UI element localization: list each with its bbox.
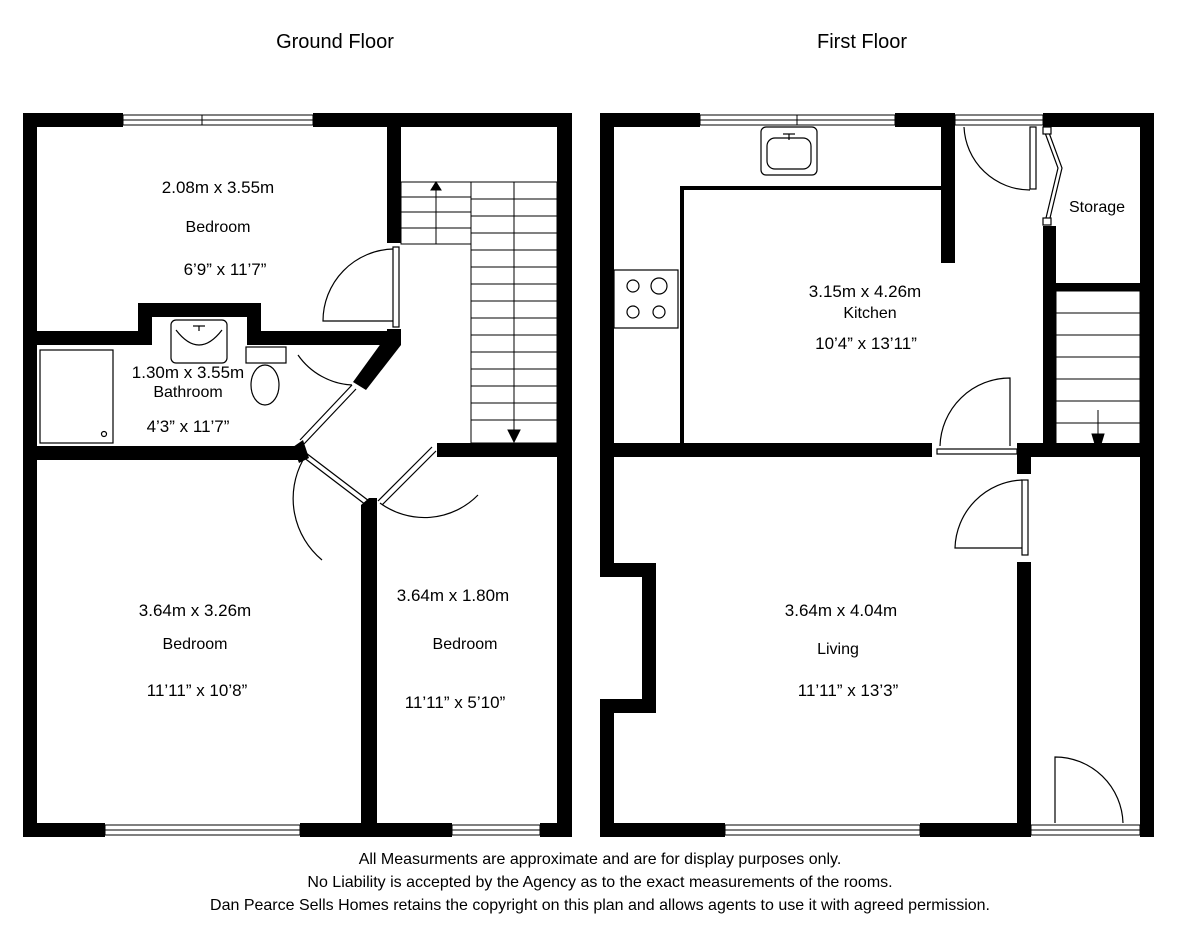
ground-floor-title: Ground Floor (276, 31, 394, 53)
hob-icon (614, 270, 678, 328)
ground-floor-stairs (401, 182, 557, 443)
room-imperial-bathroom: 4’3” x 11’7” (146, 417, 230, 436)
first-floor-stairs (1056, 291, 1140, 456)
room-name-bathroom: Bathroom (153, 384, 223, 401)
ground-floor-windows (105, 115, 540, 835)
disclaimer (0, 848, 1200, 917)
room-dims-bathroom: 1.30m x 3.55m (131, 363, 245, 382)
room-name-living: Living (817, 641, 859, 658)
room-dims-kitchen: 3.15m x 4.26m (808, 282, 922, 301)
first-floor-walls (600, 113, 1154, 837)
ground-floor-doors (293, 247, 478, 560)
first-floor-windows (700, 115, 1140, 835)
bath-icon (40, 350, 113, 443)
room-dims-bedroom-top: 2.08m x 3.55m (161, 178, 275, 197)
room-imperial-living: 11’11” x 13’3” (797, 681, 899, 700)
disclaimer-line-2: No Liability is accepted by the Agency as to the exact measurements of the rooms. (307, 874, 893, 891)
room-dims-bedroom-right: 3.64m x 1.80m (396, 586, 510, 605)
room-name-bedroom-top: Bedroom (185, 219, 251, 236)
disclaimer-line-1: All Measurments are approximate and are for display purposes only. (358, 851, 842, 868)
room-name-bedroom-left: Bedroom (162, 636, 228, 653)
room-name-kitchen: Kitchen (843, 305, 897, 322)
room-name-storage: Storage (1068, 199, 1126, 216)
room-imperial-bedroom-top: 6’9” x 11’7” (183, 260, 267, 279)
room-imperial-bedroom-left: 11’11” x 10’8” (146, 681, 248, 700)
room-name-bedroom-right: Bedroom (432, 636, 498, 653)
room-dims-bedroom-left: 3.64m x 3.26m (138, 601, 252, 620)
first-floor-title: First Floor (817, 31, 907, 53)
toilet-icon (246, 347, 286, 363)
first-floor-fixtures (614, 127, 817, 328)
disclaimer-line-3: Dan Pearce Sells Homes retains the copyright on this plan and allows agents to use it with agreed permission. (210, 897, 990, 914)
room-imperial-kitchen: 10’4” x 13’11” (815, 334, 917, 353)
room-dims-living: 3.64m x 4.04m (784, 601, 898, 620)
room-imperial-bedroom-right: 11’11” x 5’10” (404, 693, 506, 712)
ground-floor-walls (23, 113, 572, 837)
